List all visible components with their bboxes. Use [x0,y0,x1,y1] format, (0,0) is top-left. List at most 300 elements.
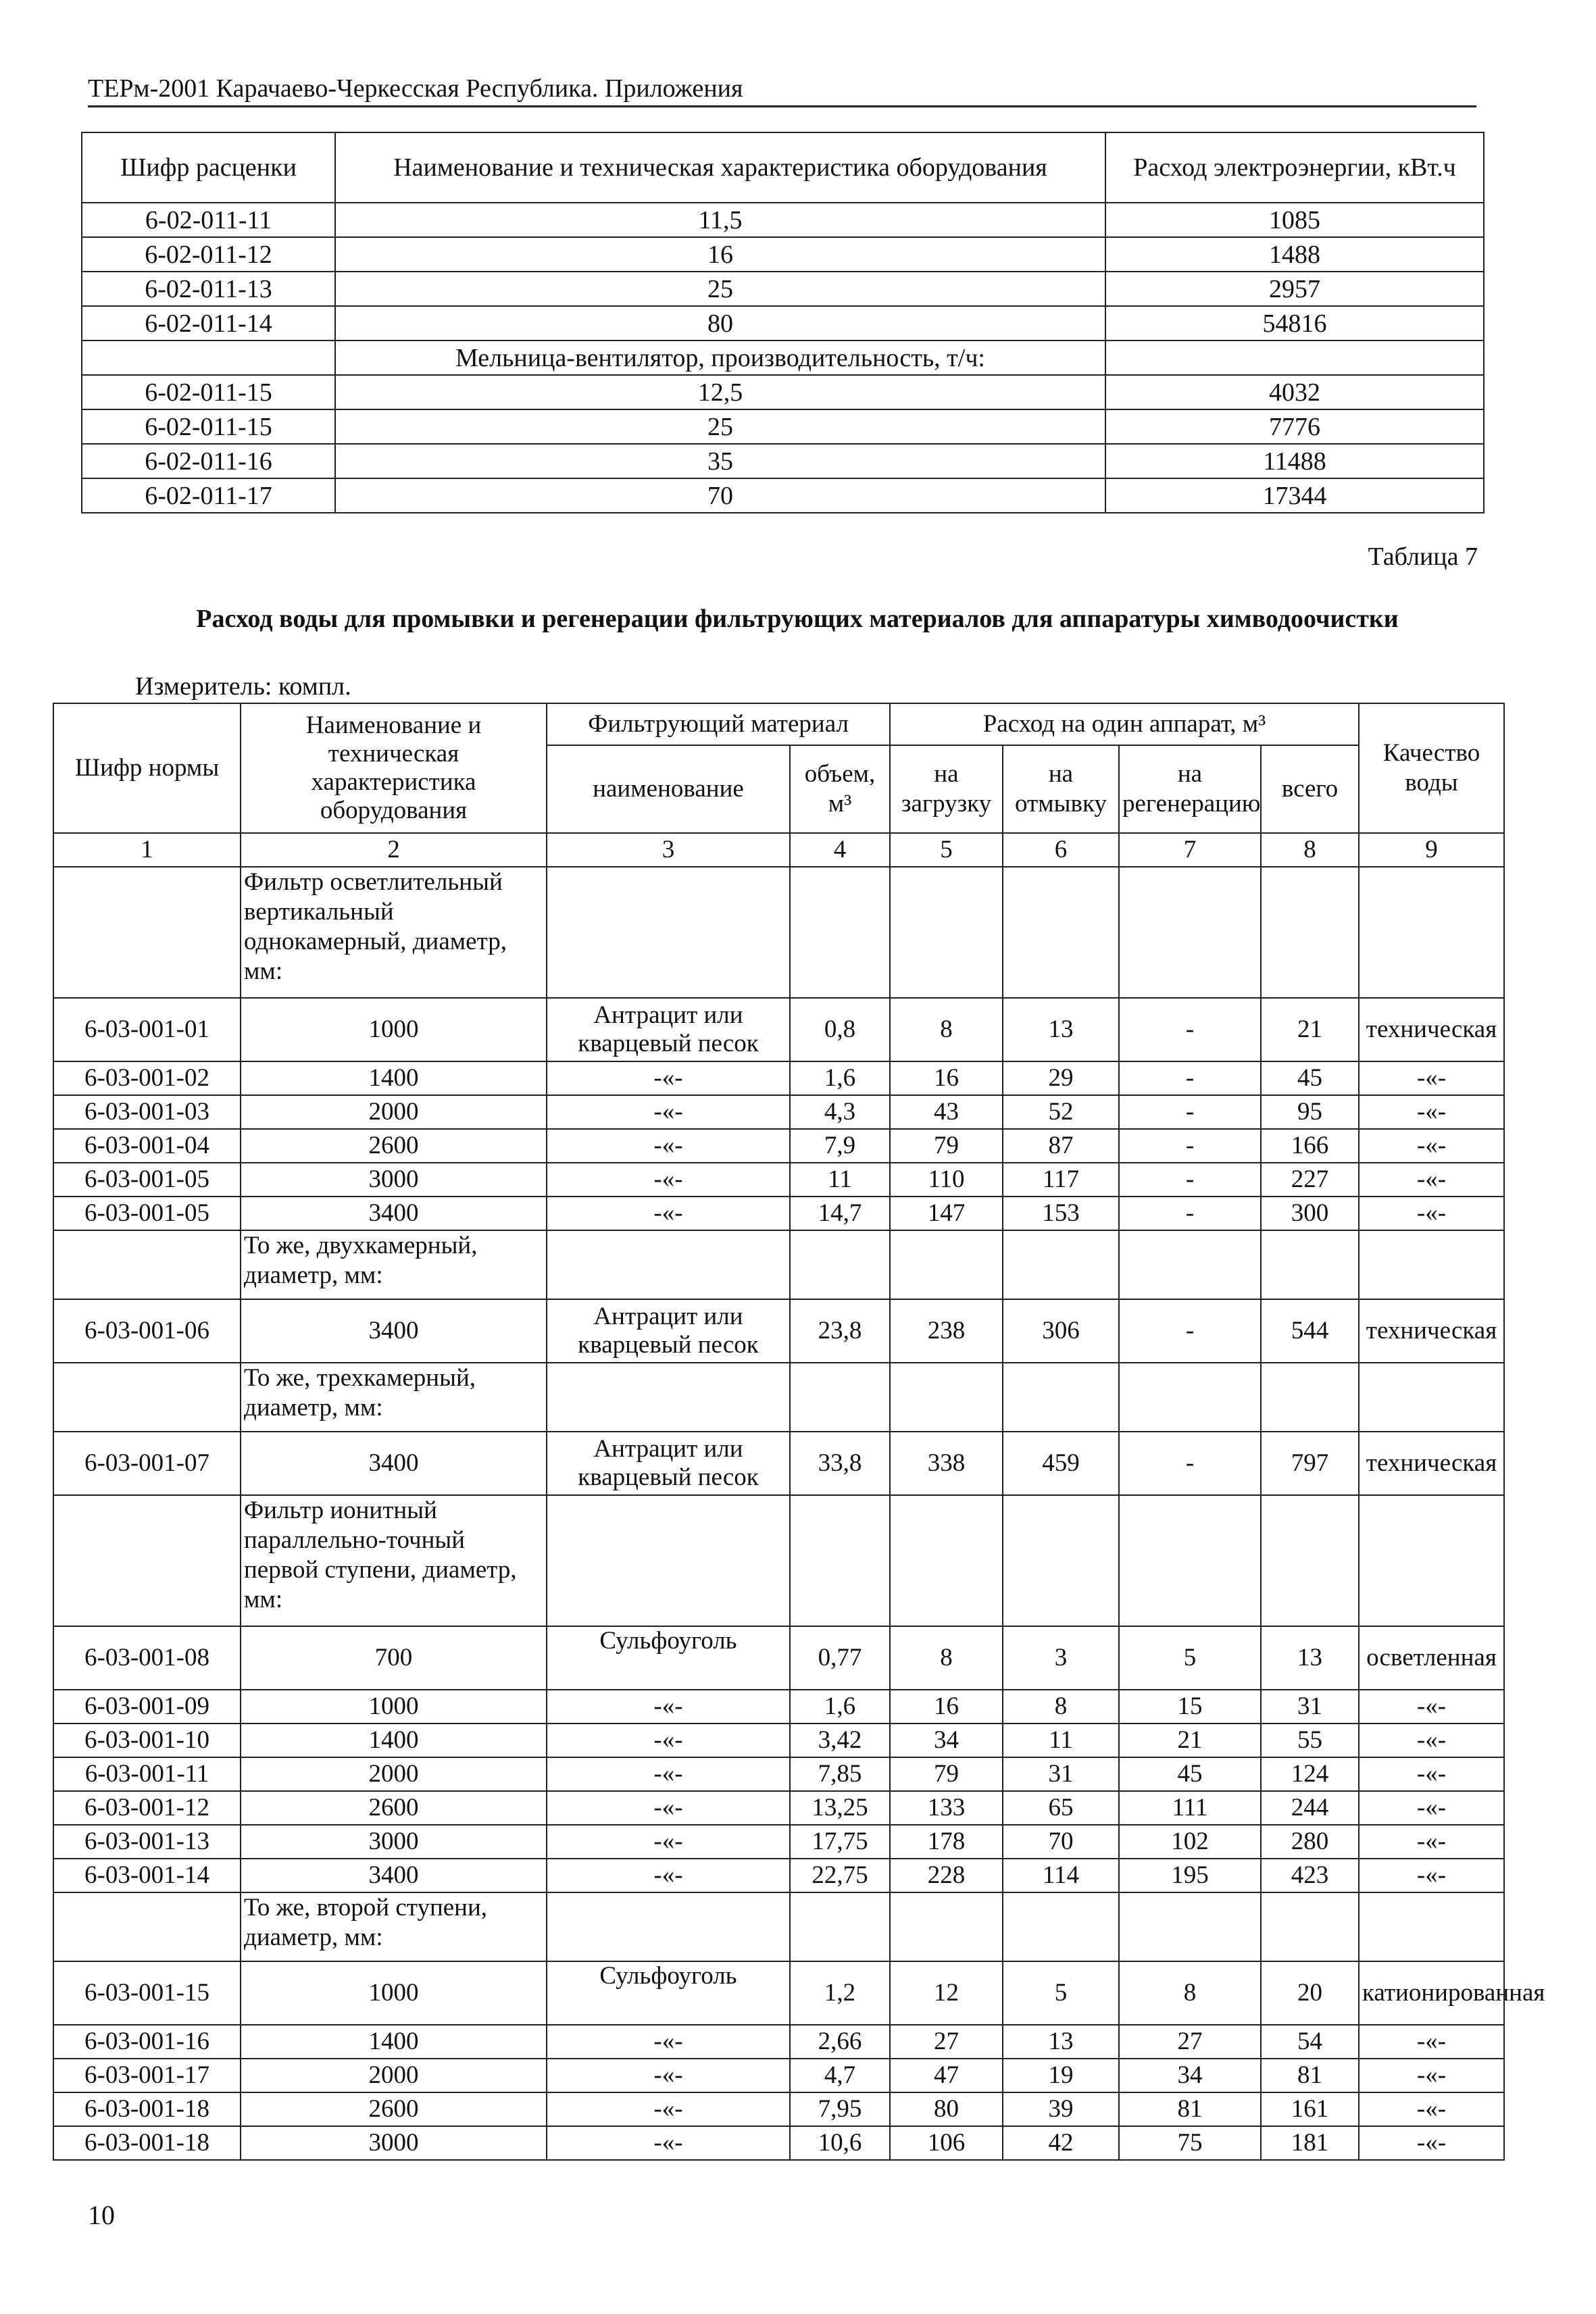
col-header-code: Шифр расценки [82,132,335,203]
table-row [82,306,1484,341]
column-number: 6 [1003,833,1119,867]
cell-material: Антрацит или кварцевый песок [547,1299,790,1363]
cell-name: 70 [335,478,1105,513]
cell-energy: 11488 [1105,444,1484,478]
column-number: 4 [790,833,890,867]
hdr-filter-group: Фильтрующий материал [547,703,890,745]
cell-volume: 13,25 [790,1791,890,1825]
section-title: То же, трехкамерный, диаметр, мм: [241,1363,547,1432]
cell-quality: -«- [1359,1061,1504,1095]
cell-wash: 114 [1003,1859,1119,1892]
cell-energy: 54816 [1105,306,1484,341]
cell-load: 147 [890,1197,1003,1230]
table-row [53,1197,1504,1230]
section-title: То же, второй ступени, диаметр, мм: [241,1892,547,1961]
cell-name: 25 [335,272,1105,306]
hdr-code: Шифр нормы [53,703,241,833]
cell-quality: -«- [1359,1757,1504,1791]
cell-total: 45 [1261,1061,1359,1095]
cell-empty [547,1363,790,1432]
table-row [82,478,1484,513]
cell-quality: осветленная [1359,1626,1504,1690]
section-title: Фильтр ионитный параллельно-точный первой ступени, диаметр, мм: [241,1495,547,1626]
cell-total: 227 [1261,1163,1359,1197]
cell-regen: 102 [1119,1825,1261,1859]
cell-code: 6-03-001-11 [53,1757,241,1791]
cell-code [53,1495,241,1626]
cell-regen: 21 [1119,1724,1261,1757]
cell-quality: техническая [1359,1299,1504,1363]
cell-regen: 111 [1119,1791,1261,1825]
page-number: 10 [88,2200,115,2230]
cell-volume: 2,66 [790,2025,890,2059]
hdr-total: всего [1261,745,1359,833]
cell-total: 31 [1261,1690,1359,1724]
hdr-name: Наименование и техническая характеристика оборудования [241,703,547,833]
section-row [53,1495,1504,1626]
cell-name: 80 [335,306,1105,341]
cell-material: Сульфоуголь [547,1626,790,1690]
cell-material: -«- [547,1690,790,1724]
unit-label: Измеритель: компл. [135,672,351,701]
cell-code: 6-03-001-08 [53,1626,241,1690]
cell-name: 11,5 [335,203,1105,237]
cell-diameter: 3400 [241,1299,547,1363]
cell-energy: 7776 [1105,409,1484,444]
cell-empty [1359,1363,1504,1432]
hdr-load: на загрузку [890,745,1003,833]
column-number: 2 [241,833,547,867]
energy-table [81,132,1485,513]
cell-wash: 8 [1003,1690,1119,1724]
cell-code: 6-03-001-10 [53,1724,241,1757]
table-row [53,998,1504,1061]
cell-total: 81 [1261,2059,1359,2092]
cell-diameter: 3400 [241,1432,547,1495]
cell-empty [1261,1230,1359,1299]
cell-material: -«- [547,2059,790,2092]
table-row [53,2059,1504,2092]
cell-material: -«- [547,1791,790,1825]
cell-material: -«- [547,2025,790,2059]
cell-diameter: 2000 [241,1095,547,1129]
cell-empty [890,1495,1003,1626]
cell-empty [890,1363,1003,1432]
cell-total: 20 [1261,1961,1359,2025]
cell-code: 6-03-001-06 [53,1299,241,1363]
cell-code: 6-02-011-15 [82,375,335,409]
cell-wash: 153 [1003,1197,1119,1230]
cell-material: -«- [547,1095,790,1129]
cell-empty [1359,1892,1504,1961]
cell-diameter: 3000 [241,1163,547,1197]
cell-code: 6-03-001-05 [53,1197,241,1230]
water-table-header-row-1 [53,703,1504,745]
table-row [53,1095,1504,1129]
cell-load: 34 [890,1724,1003,1757]
cell-volume: 10,6 [790,2126,890,2160]
cell-diameter: 1000 [241,1690,547,1724]
cell-volume: 1,6 [790,1061,890,1095]
cell-quality: -«- [1359,2025,1504,2059]
cell-material: -«- [547,1197,790,1230]
cell-code: 6-02-011-17 [82,478,335,513]
cell-material: -«- [547,2092,790,2126]
cell-total: 423 [1261,1859,1359,1892]
cell-volume: 14,7 [790,1197,890,1230]
cell-load: 27 [890,2025,1003,2059]
cell-diameter: 2000 [241,1757,547,1791]
cell-empty [890,867,1003,998]
cell-volume: 17,75 [790,1825,890,1859]
table-row [53,1961,1504,2025]
cell-empty [1119,1495,1261,1626]
cell-name: 16 [335,237,1105,272]
water-table [53,703,1545,2161]
table-row [53,1757,1504,1791]
cell-material: -«- [547,1724,790,1757]
cell-empty [1003,1495,1119,1626]
table-row [53,2092,1504,2126]
cell-wash: 459 [1003,1432,1119,1495]
cell-code: 6-03-001-15 [53,1961,241,2025]
cell-material: -«- [547,1129,790,1163]
cell-load: 16 [890,1061,1003,1095]
energy-table-header [82,132,1484,203]
cell-wash: 29 [1003,1061,1119,1095]
cell-wash: 13 [1003,998,1119,1061]
cell-diameter: 700 [241,1626,547,1690]
section-title: Мельница-вентилятор, производительность, т/ч: [335,341,1105,375]
cell-load: 238 [890,1299,1003,1363]
cell-volume: 4,3 [790,1095,890,1129]
cell-volume: 22,75 [790,1859,890,1892]
cell-diameter: 1400 [241,1061,547,1095]
cell-total: 166 [1261,1129,1359,1163]
cell-quality: -«- [1359,1859,1504,1892]
table-row [82,203,1484,237]
cell-code: 6-03-001-05 [53,1163,241,1197]
table-row [53,1724,1504,1757]
column-number: 5 [890,833,1003,867]
cell-code: 6-03-001-04 [53,1129,241,1163]
cell-diameter: 3400 [241,1859,547,1892]
cell-material: Антрацит или кварцевый песок [547,1432,790,1495]
cell-total: 797 [1261,1432,1359,1495]
cell-quality: техническая [1359,998,1504,1061]
section-row [53,1363,1504,1432]
cell-code: 6-03-001-01 [53,998,241,1061]
cell-diameter: 1400 [241,1724,547,1757]
cell-quality: -«- [1359,1197,1504,1230]
table-row [53,1690,1504,1724]
cell-diameter: 2600 [241,1129,547,1163]
cell-wash: 306 [1003,1299,1119,1363]
cell-code [53,1230,241,1299]
table-row [82,272,1484,306]
hdr-wash: на отмывку [1003,745,1119,833]
table-caption: Таблица 7 [1368,543,1478,571]
cell-quality: -«- [1359,2126,1504,2160]
cell-regen: 195 [1119,1859,1261,1892]
cell-volume: 11 [790,1163,890,1197]
table-title: Расход воды для промывки и регенерации фильтрующих материалов для аппаратуры химводоочистки [196,605,1399,633]
cell-empty [1003,1892,1119,1961]
table-row [82,444,1484,478]
cell-code: 6-02-011-15 [82,409,335,444]
cell-empty [790,1230,890,1299]
table-row [53,1791,1504,1825]
cell-load: 79 [890,1757,1003,1791]
cell-diameter: 2000 [241,2059,547,2092]
cell-empty [1261,1363,1359,1432]
cell-diameter: 1400 [241,2025,547,2059]
cell-diameter: 3000 [241,2126,547,2160]
section-row [53,1892,1504,1961]
cell-code [82,341,335,375]
hdr-regen: на регенерацию [1119,745,1261,833]
cell-empty [547,1892,790,1961]
cell-code: 6-03-001-12 [53,1791,241,1825]
cell-name: 12,5 [335,375,1105,409]
cell-load: 110 [890,1163,1003,1197]
cell-total: 95 [1261,1095,1359,1129]
cell-load: 47 [890,2059,1003,2092]
cell-quality: -«- [1359,1825,1504,1859]
table-row [53,1299,1504,1363]
table-row [82,237,1484,272]
cell-total: 181 [1261,2126,1359,2160]
cell-empty [790,1892,890,1961]
cell-code: 6-02-011-14 [82,306,335,341]
cell-volume: 4,7 [790,2059,890,2092]
cell-material: -«- [547,1061,790,1095]
cell-material: -«- [547,1859,790,1892]
cell-diameter: 1000 [241,998,547,1061]
cell-quality: -«- [1359,1791,1504,1825]
cell-code [53,867,241,998]
cell-volume: 1,6 [790,1690,890,1724]
cell-code: 6-02-011-11 [82,203,335,237]
cell-regen: 45 [1119,1757,1261,1791]
cell-code: 6-03-001-14 [53,1859,241,1892]
cell-regen: - [1119,1299,1261,1363]
cell-material: -«- [547,1825,790,1859]
cell-diameter: 2600 [241,1791,547,1825]
cell-regen: 75 [1119,2126,1261,2160]
column-number: 9 [1359,833,1504,867]
cell-volume: 7,9 [790,1129,890,1163]
cell-empty [1261,1892,1359,1961]
cell-code: 6-03-001-17 [53,2059,241,2092]
cell-quality: -«- [1359,2059,1504,2092]
cell-volume: 7,95 [790,2092,890,2126]
cell-material: Антрацит или кварцевый песок [547,998,790,1061]
cell-empty [790,1495,890,1626]
cell-code: 6-03-001-02 [53,1061,241,1095]
cell-code: 6-02-011-12 [82,237,335,272]
cell-load: 228 [890,1859,1003,1892]
cell-quality: -«- [1359,1163,1504,1197]
cell-load: 43 [890,1095,1003,1129]
cell-name: 25 [335,409,1105,444]
cell-volume: 33,8 [790,1432,890,1495]
cell-wash: 3 [1003,1626,1119,1690]
cell-regen: - [1119,1432,1261,1495]
col-header-energy: Расход электроэнергии, кВт.ч [1105,132,1484,203]
cell-energy: 4032 [1105,375,1484,409]
cell-empty [1359,1495,1504,1626]
cell-total: 13 [1261,1626,1359,1690]
hdr-filter-volume: объем, м³ [790,745,890,833]
cell-load: 338 [890,1432,1003,1495]
cell-empty [1119,1363,1261,1432]
cell-total: 161 [1261,2092,1359,2126]
cell-empty [790,1363,890,1432]
cell-regen: 5 [1119,1626,1261,1690]
cell-quality: -«- [1359,1690,1504,1724]
cell-code: 6-02-011-13 [82,272,335,306]
cell-wash: 117 [1003,1163,1119,1197]
cell-wash: 5 [1003,1961,1119,2025]
hdr-usage-group: Расход на один аппарат, м³ [890,703,1359,745]
cell-volume: 7,85 [790,1757,890,1791]
cell-quality: -«- [1359,2092,1504,2126]
cell-regen: 27 [1119,2025,1261,2059]
table-row [53,1163,1504,1197]
table-row [53,1626,1504,1690]
cell-empty [790,867,890,998]
cell-load: 16 [890,1690,1003,1724]
cell-regen: 34 [1119,2059,1261,2092]
cell-empty [1003,1363,1119,1432]
cell-wash: 87 [1003,1129,1119,1163]
cell-empty [547,867,790,998]
col-header-name: Наименование и техническая характеристика оборудования [335,132,1105,203]
cell-code: 6-03-001-03 [53,1095,241,1129]
cell-code: 6-03-001-13 [53,1825,241,1859]
column-numbers-row [53,833,1504,867]
cell-regen: 15 [1119,1690,1261,1724]
cell-load: 8 [890,998,1003,1061]
cell-total: 54 [1261,2025,1359,2059]
cell-wash: 39 [1003,2092,1119,2126]
cell-total: 21 [1261,998,1359,1061]
cell-volume: 1,2 [790,1961,890,2025]
cell-total: 300 [1261,1197,1359,1230]
section-row [53,1230,1504,1299]
hdr-quality: Качество воды [1359,703,1504,833]
cell-diameter: 3400 [241,1197,547,1230]
cell-code [53,1892,241,1961]
cell-empty [547,1230,790,1299]
cell-empty [1003,867,1119,998]
table-row [53,1825,1504,1859]
table-row [53,1129,1504,1163]
table-row [53,1061,1504,1095]
cell-energy: 1488 [1105,237,1484,272]
section-title: То же, двухкамерный, диаметр, мм: [241,1230,547,1299]
cell-empty [890,1230,1003,1299]
cell-quality: -«- [1359,1129,1504,1163]
cell-volume: 0,77 [790,1626,890,1690]
cell-load: 178 [890,1825,1003,1859]
column-number: 7 [1119,833,1261,867]
cell-material: -«- [547,2126,790,2160]
cell-quality: техническая [1359,1432,1504,1495]
cell-empty [890,1892,1003,1961]
table-row [82,375,1484,409]
cell-material: -«- [547,1163,790,1197]
cell-load: 106 [890,2126,1003,2160]
cell-code: 6-03-001-16 [53,2025,241,2059]
cell-total: 544 [1261,1299,1359,1363]
cell-regen: - [1119,1095,1261,1129]
cell-material: Сульфоуголь [547,1961,790,2025]
column-number: 3 [547,833,790,867]
cell-name: 35 [335,444,1105,478]
column-number: 1 [53,833,241,867]
hdr-filter-name: наименование [547,745,790,833]
cell-wash: 42 [1003,2126,1119,2160]
cell-empty [1119,867,1261,998]
cell-code: 6-03-001-18 [53,2092,241,2126]
table-row [53,1432,1504,1495]
section-row [53,867,1504,998]
cell-empty [547,1495,790,1626]
table-row [53,2126,1504,2160]
cell-empty [1003,1230,1119,1299]
cell-wash: 19 [1003,2059,1119,2092]
cell-energy: 17344 [1105,478,1484,513]
cell-regen: - [1119,1163,1261,1197]
cell-regen: 8 [1119,1961,1261,2025]
cell-wash: 13 [1003,2025,1119,2059]
cell-diameter: 1000 [241,1961,547,2025]
cell-empty [1119,1230,1261,1299]
cell-volume: 0,8 [790,998,890,1061]
cell-regen: - [1119,1197,1261,1230]
cell-total: 55 [1261,1724,1359,1757]
cell-quality: -«- [1359,1095,1504,1129]
cell-load: 133 [890,1791,1003,1825]
cell-regen: - [1119,998,1261,1061]
cell-material: -«- [547,1757,790,1791]
section-row [82,341,1484,375]
cell-code: 6-02-011-16 [82,444,335,478]
cell-wash: 52 [1003,1095,1119,1129]
cell-quality: катионированная [1359,1961,1504,2025]
cell-wash: 11 [1003,1724,1119,1757]
cell-load: 80 [890,2092,1003,2126]
cell-empty [1359,1230,1504,1299]
table-row [53,2025,1504,2059]
cell-empty [1261,1495,1359,1626]
cell-wash: 31 [1003,1757,1119,1791]
cell-total: 124 [1261,1757,1359,1791]
cell-code: 6-03-001-18 [53,2126,241,2160]
cell-total: 244 [1261,1791,1359,1825]
table-row [53,1859,1504,1892]
cell-code: 6-03-001-07 [53,1432,241,1495]
cell-regen: 81 [1119,2092,1261,2126]
cell-code [53,1363,241,1432]
cell-empty [1261,867,1359,998]
cell-energy: 2957 [1105,272,1484,306]
cell-volume: 23,8 [790,1299,890,1363]
cell-volume: 3,42 [790,1724,890,1757]
section-title: Фильтр осветлительный вертикальный однокамерный, диаметр, мм: [241,867,547,998]
